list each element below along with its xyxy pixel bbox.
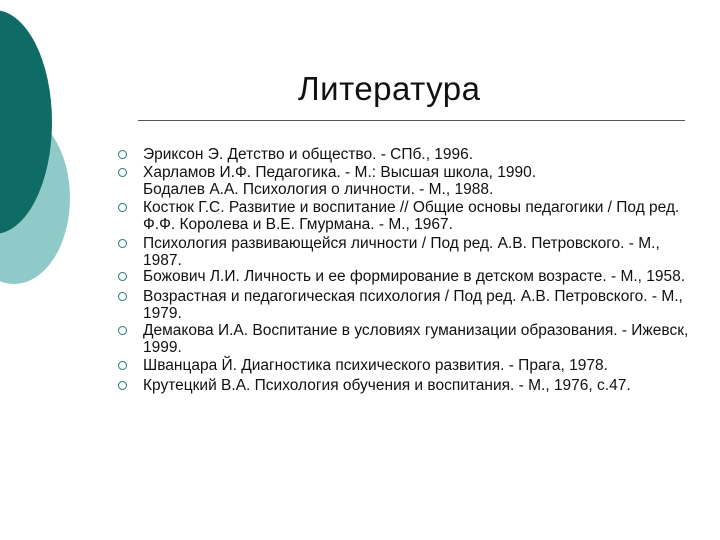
reference-text: Крутецкий В.А. Психология обучения и воспитания. - М., 1976, с.47. xyxy=(143,377,631,394)
reference-text: Костюк Г.С. Развитие и воспитание // Общие основы педагогики / Под ред. Ф.Ф. Королева и В.Е. Гмурмана. - М., 1967. xyxy=(143,199,680,233)
reference-text: Демакова И.А. Воспитание в условиях гуманизации образования. - Ижевск, 1999. xyxy=(143,322,689,356)
reference-text: Возрастная и педагогическая психология / Под ред. А.В. Петровского. - М., 1979. xyxy=(143,288,683,322)
reference-text: Харламов И.Ф. Педагогика. - М.: Высшая школа, 1990. Бодалев А.А. Психология о личности. - М., 1988. xyxy=(143,164,537,198)
circle-bullet-icon xyxy=(118,381,127,390)
circle-bullet-icon xyxy=(118,168,127,177)
circle-bullet-icon xyxy=(118,326,127,335)
reference-text: Божович Л.И. Личность и ее формирование в детском возрасте. - М., 1958. xyxy=(143,268,686,285)
circle-bullet-icon xyxy=(118,203,127,212)
reference-text: Эриксон Э. Детство и общество. - СПб., 1996. xyxy=(143,146,474,163)
circle-bullet-icon xyxy=(118,150,127,159)
circle-bullet-icon xyxy=(118,272,127,281)
reference-text: Психология развивающейся личности / Под ред. А.В. Петровского. - М., 1987. xyxy=(143,235,660,269)
circle-bullet-icon xyxy=(118,292,127,301)
slide-title: Литература xyxy=(298,70,481,107)
circle-bullet-icon xyxy=(118,361,127,370)
title-divider xyxy=(138,120,685,121)
circle-bullet-icon xyxy=(118,239,127,248)
reference-text: Шванцара Й. Диагностика психического развития. - Прага, 1978. xyxy=(143,357,608,374)
